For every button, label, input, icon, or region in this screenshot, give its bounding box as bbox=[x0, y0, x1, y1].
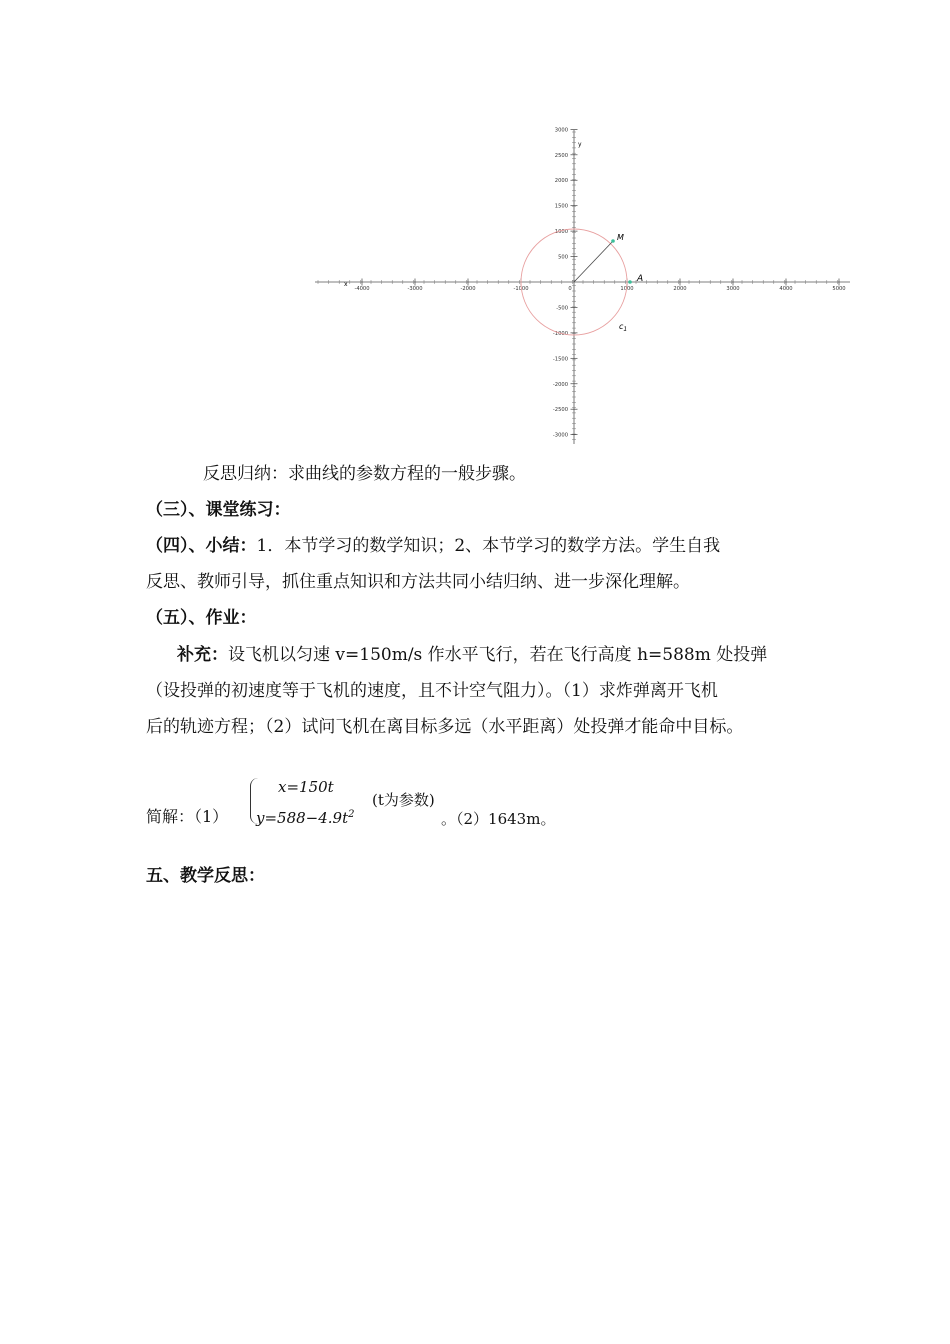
y-tick-label: 1500 bbox=[554, 203, 568, 210]
x-tick-label: -1000 bbox=[513, 286, 529, 292]
y-tick-label: 2500 bbox=[554, 152, 568, 159]
equation-y-body: y=588−4.9t bbox=[256, 809, 349, 827]
equation-x: x=150t bbox=[278, 778, 334, 796]
x-tick-label: 4000 bbox=[779, 286, 793, 292]
supplement-line-1 bbox=[177, 643, 767, 667]
x-tick-label: 3000 bbox=[726, 286, 740, 292]
parametric-circle-graph bbox=[310, 124, 855, 446]
teaching-reflection-heading: 五、教学反思： bbox=[146, 866, 265, 886]
supplement-line-2: （设投弹的初速度等于飞机的速度，且不计空气阻力）。（1）求炸弹离开飞机 bbox=[146, 681, 718, 701]
y-tick-label: -3000 bbox=[552, 432, 568, 439]
x-tick-label: -3000 bbox=[407, 286, 423, 292]
x-axis-label: x bbox=[344, 281, 348, 288]
section-4-heading: （四）、小结： bbox=[146, 536, 257, 556]
point-a-label: A bbox=[637, 274, 644, 284]
x-tick-label: 5000 bbox=[832, 286, 846, 292]
x-tick-label: 0 bbox=[568, 286, 572, 292]
reflection-summary: 反思归纳：求曲线的参数方程的一般步骤。 bbox=[203, 464, 526, 484]
point-m-label: M bbox=[617, 233, 624, 242]
section-4-body: 1．本节学习的数学知识；2、本节学习的数学方法。学生自我 bbox=[256, 536, 721, 556]
section-5-heading: （五）、作业： bbox=[146, 608, 257, 628]
y-axis-label: y bbox=[578, 141, 582, 148]
y-tick-label: -500 bbox=[556, 305, 568, 312]
y-tick-label: 3000 bbox=[554, 127, 568, 134]
answer-prefix: 简解：（1） bbox=[146, 807, 229, 826]
x-tick-label: -2000 bbox=[460, 286, 476, 292]
supplement-heading: 补充： bbox=[177, 645, 228, 665]
y-tick-label: -1000 bbox=[552, 330, 568, 337]
y-tick-label: -1500 bbox=[552, 356, 568, 363]
x-tick-label: 1000 bbox=[620, 286, 634, 292]
section-3-heading: （三）、课堂练习： bbox=[146, 500, 291, 520]
radius-segment bbox=[574, 241, 613, 282]
y-tick-label: -2500 bbox=[552, 407, 568, 414]
point-a bbox=[628, 280, 632, 284]
x-tick-label: -4000 bbox=[354, 286, 370, 292]
y-tick-label: 500 bbox=[558, 254, 568, 261]
equation-y bbox=[256, 803, 355, 830]
y-tick-label: 2000 bbox=[554, 178, 568, 185]
curve-label: $c_1$ bbox=[619, 322, 628, 333]
parameter-note: (t为参数) bbox=[372, 791, 435, 809]
y-tick-label: 1000 bbox=[554, 229, 568, 236]
section-4-line-2: 反思、教师引导，抓住重点知识和方法共同小结归纳、进一步深化理解。 bbox=[146, 572, 690, 592]
equation-y-exponent: 2 bbox=[348, 809, 355, 820]
supplement-text-1: 设飞机以匀速 v=150m/s 作水平飞行，若在飞行高度 h=588m 处投弹 bbox=[228, 645, 768, 665]
x-tick-label: 2000 bbox=[673, 286, 687, 292]
section-4-line-1 bbox=[146, 534, 720, 558]
y-tick-label: -2000 bbox=[552, 381, 568, 388]
supplement-line-3: 后的轨迹方程；（2）试问飞机在离目标多远（水平距离）处投弹才能命中目标。 bbox=[146, 717, 744, 737]
answer-suffix: 。（2）1643m。 bbox=[441, 810, 556, 828]
coordinate-axes bbox=[315, 127, 850, 444]
point-m bbox=[611, 239, 615, 243]
